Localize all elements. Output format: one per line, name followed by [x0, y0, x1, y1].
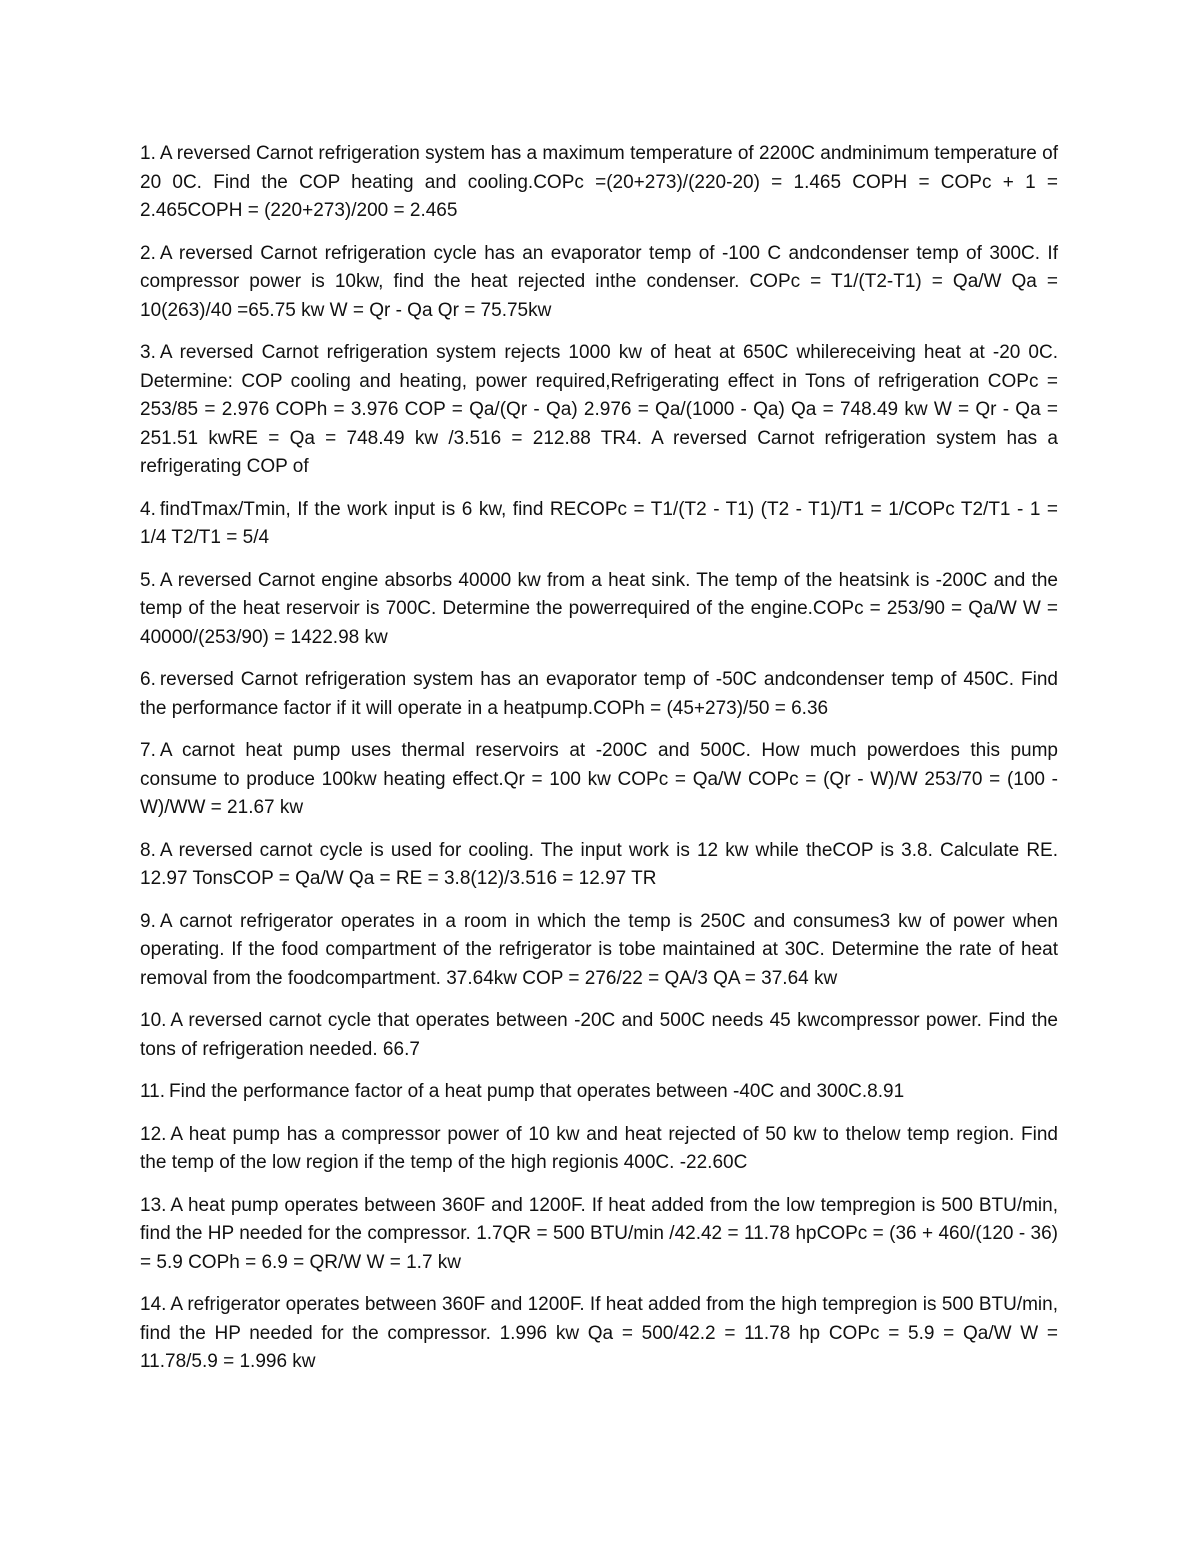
problem-paragraph-4 [140, 496, 1058, 553]
problem-text: findTmax/Tmin, If the work input is 6 kw, find RECOPc = T1/(T2 - T1) (T2 - T1)/T1 = 1/COPc T2/T1 - 1 = 1/4 T2/T1 = 5/4 [140, 498, 1058, 548]
problem-text: A reversed carnot cycle that operates between -20C and 500C needs 45 kwcompressor power. Find the tons of refrigeration needed. 66.7 [140, 1010, 1058, 1060]
problem-text: A reversed Carnot engine absorbs 40000 kw from a heat sink. The temp of the heatsink is -200C and the temp of the heat reservoir is 700C. Determine the powerrequired of the engine.COPc = 253/90 = Qa/W W = 40000/(253/90) = 1422.98 kw [140, 569, 1058, 648]
problem-text: A carnot refrigerator operates in a room in which the temp is 250C and consumes3 kw of power when operating. If the food compartment of the refrigerator is tobe maintained at 30C. Determine the rate of heat removal from the foodcompartment. 37.64kw COP = 276/22 = QA/3 QA = 37.64 kw [140, 910, 1058, 989]
problem-paragraph-5 [140, 567, 1058, 653]
problem-number: 7. [140, 740, 156, 761]
problem-number: 10. [140, 1010, 167, 1031]
problem-text: A reversed Carnot refrigeration system has a maximum temperature of 2200C andminimum temperature of 20 0C. Find the COP heating and cooling.COPc =(20+273)/(220-20) = 1.465 COPH = COPc + 1 = 2.465COPH = (220+273)/200 = 2.465 [140, 143, 1058, 221]
problem-paragraph-10 [140, 1007, 1058, 1064]
problem-paragraph-12 [140, 1121, 1058, 1178]
problem-paragraph-3 [140, 339, 1058, 482]
document-body [140, 140, 1058, 1391]
problem-text: A reversed Carnot refrigeration system rejects 1000 kw of heat at 650C whilereceiving heat at -20 0C. Determine: COP cooling and heating, power required,Refrigerating effect in Tons of refrigeration COPc = 253/85 = 2.976 COPh = 3.976 COP = Qa/(Qr - Qa) 2.976 = Qa/(1000 - Qa) Qa = 748.49 kw W = Qr - Qa = 251.51 kwRE = Qa = 748.49 kw /3.516 = 212.88 TR4. A reversed Carnot refrigeration system has a refrigerating COP of [140, 342, 1058, 477]
problem-paragraph-6 [140, 666, 1058, 723]
problem-number: 3. [140, 342, 156, 363]
problem-text: A reversed Carnot refrigeration cycle has an evaporator temp of -100 C andcondenser temp of 300C. If compressor power is 10kw, find the heat rejected inthe condenser. COPc = T1/(T2-T1) = Qa/W Qa = 10(263)/40 =65.75 kw W = Qr - Qa Qr = 75.75kw [140, 242, 1058, 321]
problem-text: Find the performance factor of a heat pump that operates between -40C and 300C.8.91 [169, 1081, 905, 1102]
problem-number: 13. [140, 1194, 167, 1216]
problem-number: 4. [140, 498, 156, 520]
problem-text: A refrigerator operates between 360F and 1200F. If heat added from the high tempregion is 500 BTU/min, find the HP needed for the compressor. 1.996 kw Qa = 500/42.2 = 11.78 hp COPc = 5.9 = Qa/W W = 11.78/5.9 = 1.996 kw [140, 1294, 1058, 1372]
problem-text: reversed Carnot refrigeration system has an evaporator temp of -50C andcondenser temp of 450C. Find the performance factor if it will operate in a heatpump.COPh = (45+273)/50 = 6.36 [140, 669, 1058, 719]
problem-text: A carnot heat pump uses thermal reservoirs at -200C and 500C. How much powerdoes this pump consume to produce 100kw heating effect.Qr = 100 kw COPc = Qa/W COPc = (Qr - W)/W 253/70 = (100 - W)/WW = 21.67 kw [140, 740, 1058, 818]
problem-text: A heat pump has a compressor power of 10 kw and heat rejected of 50 kw to thelow temp region. Find the temp of the low region if the temp of the high regionis 400C. -22.60C [140, 1123, 1058, 1173]
problem-number: 5. [140, 569, 156, 591]
problem-number: 2. [140, 242, 156, 264]
problem-number: 8. [140, 839, 156, 861]
problem-paragraph-13 [140, 1192, 1058, 1278]
problem-number: 9. [140, 910, 156, 932]
problem-number: 14. [140, 1294, 167, 1315]
problem-number: 11. [140, 1081, 166, 1102]
problem-text: A reversed carnot cycle is used for cooling. The input work is 12 kw while theCOP is 3.8. Calculate RE. 12.97 TonsCOP = Qa/W Qa = RE = 3.8(12)/3.516 = 12.97 TR [140, 839, 1058, 889]
problem-paragraph-1 [140, 140, 1058, 226]
problem-paragraph-9 [140, 908, 1058, 994]
problem-paragraph-7 [140, 737, 1058, 823]
problem-text: A heat pump operates between 360F and 1200F. If heat added from the low tempregion is 500 BTU/min, find the HP needed for the compressor. 1.7QR = 500 BTU/min /42.42 = 11.78 hpCOPc = (36 + 460/(120 - 36) = 5.9 COPh = 6.9 = QR/W W = 1.7 kw [140, 1194, 1058, 1273]
problem-number: 1. [140, 143, 156, 164]
problem-paragraph-8 [140, 837, 1058, 894]
problem-number: 12. [140, 1123, 167, 1145]
problem-paragraph-14 [140, 1291, 1058, 1377]
problem-paragraph-11 [140, 1078, 1058, 1107]
problem-paragraph-2 [140, 240, 1058, 326]
problem-number: 6. [140, 669, 156, 690]
